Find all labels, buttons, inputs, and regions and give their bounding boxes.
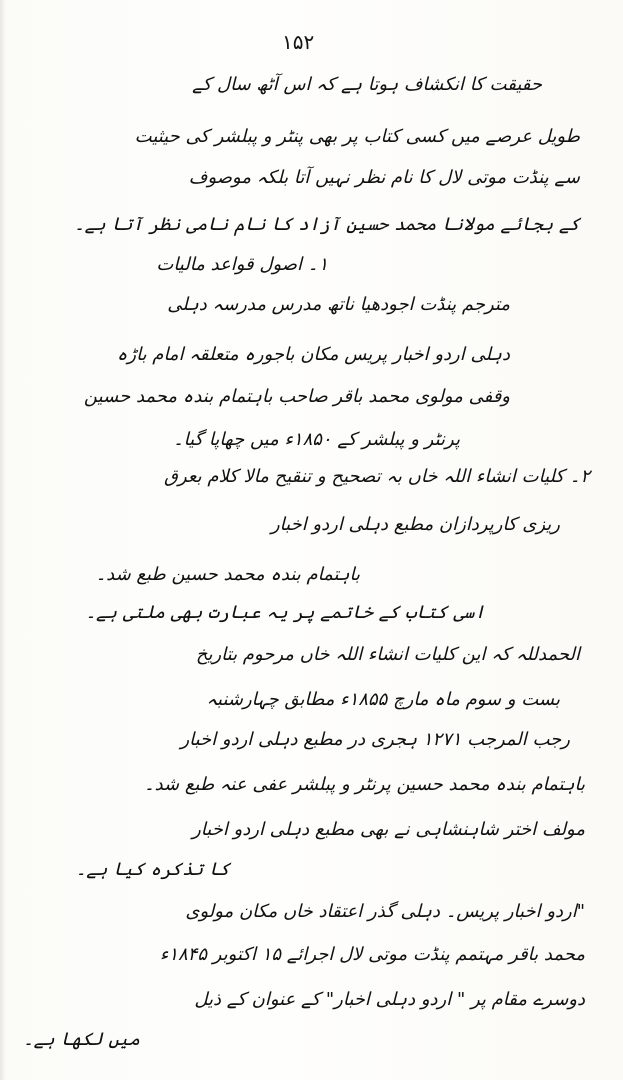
text-line: مترجم پنڈت اجودھیا ناتھ مدرس مدرسہ دہلی <box>167 294 510 315</box>
text-line: دہلی اردو اخبار پریس مکان باجورہ متعلقہ امام باڑہ <box>116 344 510 365</box>
text-line: میں لکھا ہے۔ <box>23 1029 140 1050</box>
text-line: دوسرے مقام پر " اردو دہلی اخبار" کے عنوان کے ذیل <box>194 989 585 1010</box>
text-line: محمد باقر مہتمم پنڈت موتی لال اجرائے ۱۵ اکتوبر ۱۸۴۵ء <box>159 944 585 965</box>
text-line: وقفی مولوی محمد باقر صاحب باہتمام بندہ محمد حسین <box>83 386 510 407</box>
text-line: بست و سوم ماہ مارچ ۱۸۵۵ء مطابق چہارشنبہ <box>206 689 560 710</box>
text-line: کے بجائے مولانا محمد حسین آزاد کا نام نامی نظر آتا ہے۔ <box>74 214 580 235</box>
text-line: ریزی کارپردازان مطبع دہلی اردو اخبار <box>270 514 560 535</box>
text-line: باہتمام بندہ محمد حسین طبع شد۔ <box>95 564 360 585</box>
text-line: "اردو اخبار پریس۔ دہلی گذر اعتقاد خاں مکان مولوی <box>185 901 585 922</box>
text-line: کا تذکرہ کیا ہے۔ <box>75 859 230 880</box>
text-line: پرنٹر و پبلشر کے ۱۸۵۰ء میں چھاپا گیا۔ <box>173 429 460 450</box>
text-line: ۱۔ اصول قواعد مالیات <box>156 254 328 275</box>
text-line: طویل عرصے میں کسی کتاب پر بھی پنٹر و پبلشر کی حیثیت <box>134 126 580 147</box>
text-line: اسی کتاب کے خاتمے پر یہ عبارت بھی ملتی ہے۔ <box>85 602 485 623</box>
text-line: الحمدللہ کہ این کلیات انشاء اللہ خاں مرحوم بتاریخ <box>195 644 580 665</box>
text-line: باہتمام بندہ محمد حسین پرنٹر و پبلشر عفی عنہ طبع شد۔ <box>144 774 585 795</box>
text-line: مولف اختر شاہنشاہی نے بھی مطبع دہلی اردو اخبار <box>192 819 585 840</box>
text-line: رجب المرجب ۱۲۷۱ ہجری در مطبع دہلی اردو اخبار <box>180 729 570 750</box>
text-line: حقیقت کا انکشاف ہوتا ہے کہ اس آٹھ سال کے <box>192 74 542 95</box>
text-line: ۲۔ کلیات انشاء اللہ خاں بہ تصحیح و تنقیح مالا کلام بعرق <box>164 466 590 487</box>
page-edge-shadow <box>0 0 6 1080</box>
text-line: سے پنڈت موتی لال کا نام نظر نہیں آتا بلکہ موصوف <box>188 167 580 188</box>
page-number: ۱۵۲ <box>282 30 315 54</box>
